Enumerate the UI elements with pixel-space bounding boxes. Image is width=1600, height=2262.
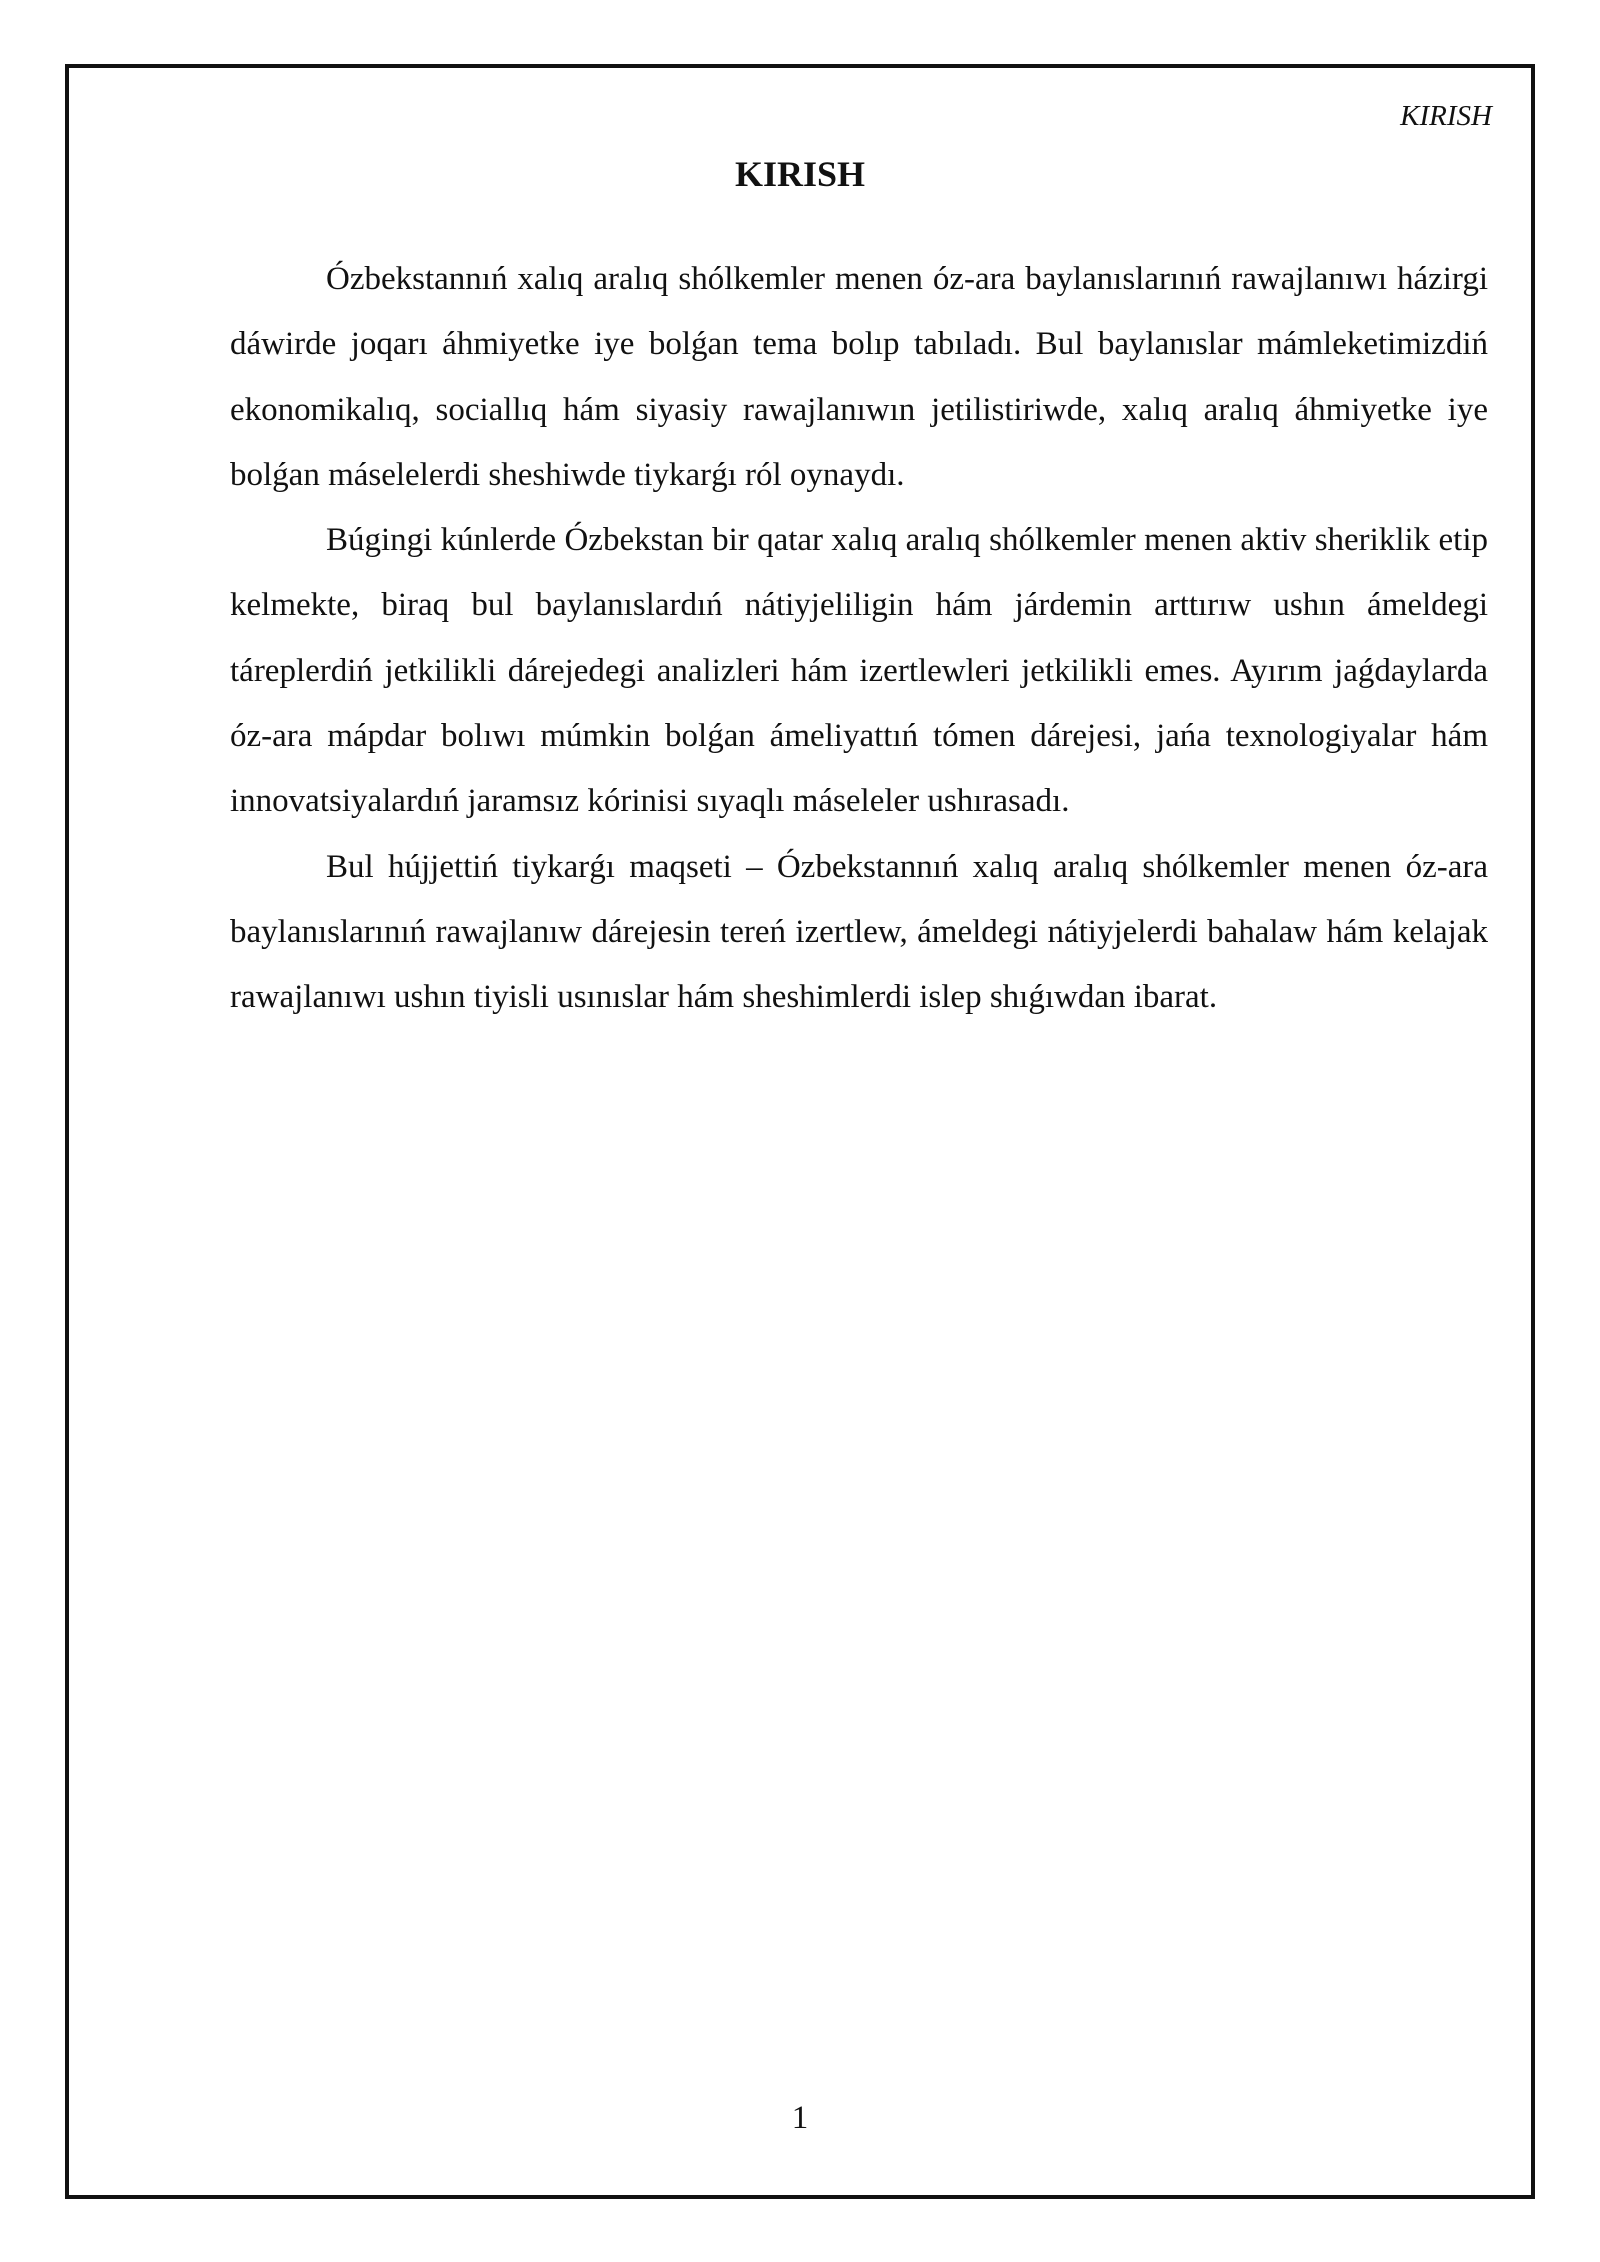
running-header: KIRISH <box>1400 100 1492 132</box>
paragraph: Bul hújjettiń tiykarǵı maqseti – Ózbekstannıń xalıq aralıq shólkemler menen óz-ara baylanıslarınıń rawajlanıw dárejesin tereń izertlew, ámeldegi nátiyjelerdi bahalaw hám kelajak rawajlanıwı ushın tiyisli usınıslar hám sheshimlerdi islep shıǵıwdan ibarat. <box>230 848 1488 1016</box>
paragraph: Búgingi kúnlerde Ózbekstan bir qatar xalıq aralıq shólkemler menen aktiv sheriklik etip kelmekte, biraq bul baylanıslardıń nátiyjeliligin hám járdemin arttırıw ushın ámeldegi táreplerdiń jetkilikli dárejedegi analizleri hám izertlewleri jetkilikli emes. Ayırım jaǵdaylarda óz-ara mápdar bolıwı múmkin bolǵan ámeliyattıń tómen dárejesi, jańa texnologiyalar hám innovatsiyalardıń jaramsız kórinisi sıyaqlı máseleler ushırasadı. <box>230 522 1488 820</box>
document-body <box>230 247 1488 1031</box>
paragraph: Ózbekstannıń xalıq aralıq shólkemler menen óz-ara baylanıslarınıń rawajlanıwı házirgi dáwirde joqarı áhmiyetke iye bolǵan tema bolıp tabıladı. Bul baylanıslar mámleketimizdiń ekonomikalıq, sociallıq hám siyasiy rawajlanıwın jetilistiriwde, xalıq aralıq áhmiyetke iye bolǵan máselelerdi sheshiwde tiykarǵı ról oynaydı. <box>230 261 1488 493</box>
page-number: 1 <box>791 2100 809 2136</box>
page-title: KIRISH <box>734 154 866 194</box>
